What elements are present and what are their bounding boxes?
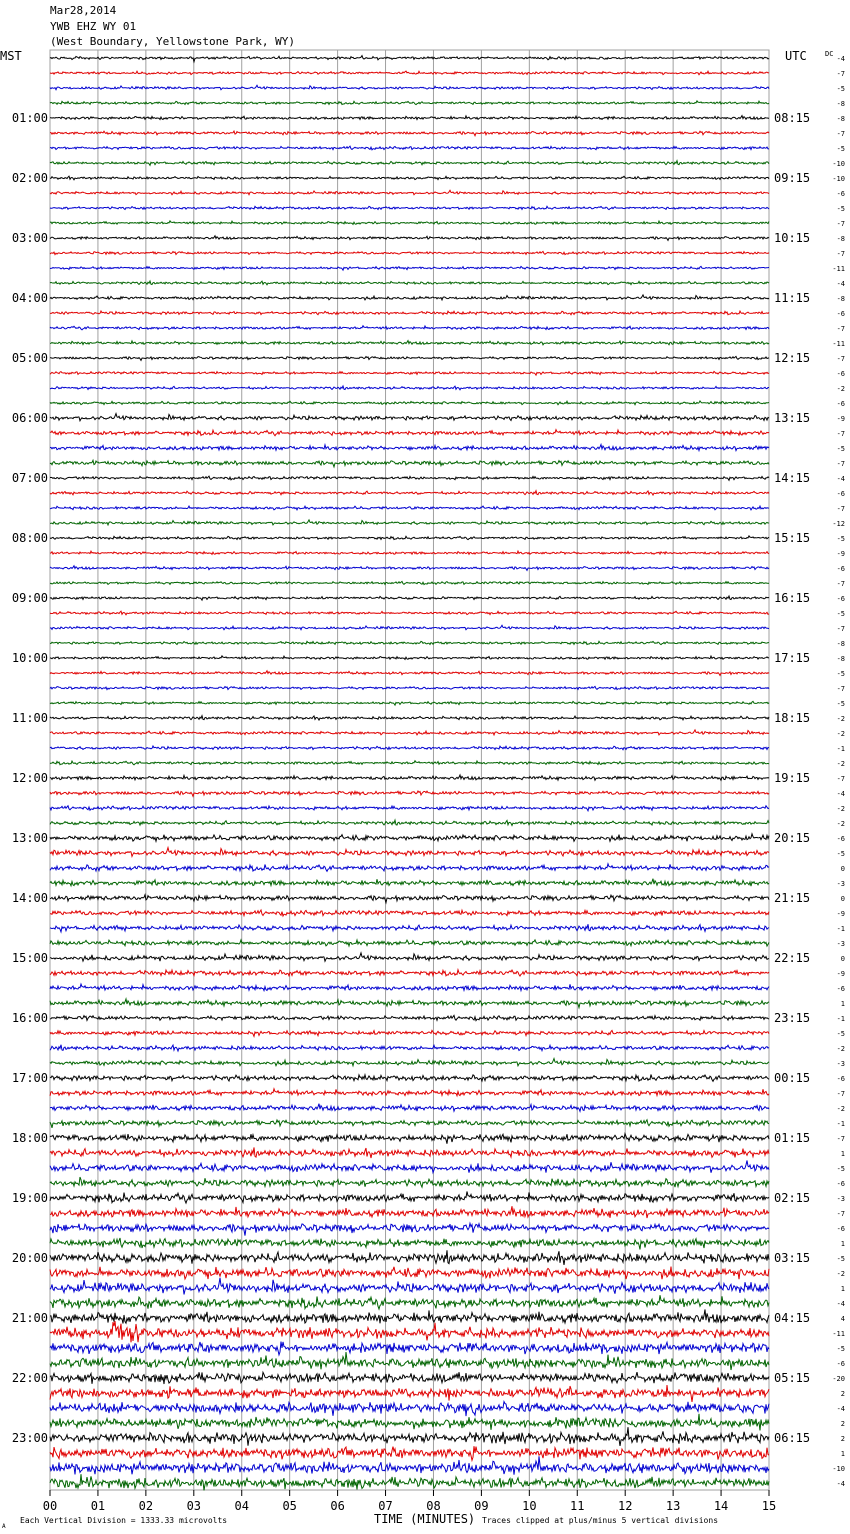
- dc-offset-label: -7: [836, 220, 845, 228]
- dc-offset-label: 1: [840, 1285, 845, 1293]
- x-tick-label: 12: [617, 1499, 633, 1513]
- dc-offset-label: -6: [836, 310, 845, 318]
- trace-line: [50, 1059, 769, 1066]
- trace-line: [50, 266, 769, 270]
- dc-offset-label: -7: [836, 1210, 845, 1218]
- trace-line: [50, 775, 769, 780]
- hour-label-left: 12:00: [11, 771, 48, 785]
- hour-label-right: 01:15: [774, 1131, 811, 1145]
- trace-line: [50, 1223, 769, 1235]
- hour-label-left: 05:00: [11, 351, 48, 365]
- trace-line: [50, 371, 769, 375]
- hour-label-right: 02:15: [774, 1191, 811, 1205]
- vertical-scale-note: Each Vertical Division = 1333.33 microvolts: [20, 1516, 228, 1525]
- trace-line: [50, 341, 769, 345]
- hour-label-left: 16:00: [11, 1011, 48, 1025]
- hour-label-left: 11:00: [11, 711, 48, 725]
- trace-line: [50, 895, 769, 903]
- trace-line: [50, 1045, 769, 1051]
- trace-line: [50, 236, 769, 241]
- trace-line: [50, 1278, 769, 1295]
- trace-line: [50, 1446, 769, 1460]
- trace-line: [50, 281, 769, 285]
- dc-offset-label: -5: [836, 85, 845, 93]
- trace-line: [50, 536, 769, 540]
- trace-line: [50, 716, 769, 720]
- dc-offset-label: -7: [836, 460, 845, 468]
- hour-label-right: 20:15: [774, 831, 811, 845]
- dc-offset-label: -6: [836, 565, 845, 573]
- hour-label-right: 06:15: [774, 1431, 811, 1445]
- dc-offset-label: -5: [836, 1165, 845, 1173]
- trace-line: [50, 1238, 769, 1250]
- dc-offset-label: 1: [840, 1150, 845, 1158]
- dc-offset-label: 4: [840, 1315, 845, 1323]
- hour-label-left: 10:00: [11, 651, 48, 665]
- dc-offset-label: -7: [836, 685, 845, 693]
- hour-label-left: 17:00: [11, 1071, 48, 1085]
- x-tick-label: 00: [42, 1499, 58, 1513]
- clip-note: Traces clipped at plus/minus 5 vertical divisions: [482, 1516, 719, 1525]
- dc-offset-label: 0: [840, 895, 845, 903]
- dc-offset-label: -1: [836, 745, 845, 753]
- dc-offset-label: 1: [840, 1000, 845, 1008]
- hour-label-left: 19:00: [11, 1191, 48, 1205]
- trace-line: [50, 984, 769, 991]
- hour-label-left: 20:00: [11, 1251, 48, 1265]
- seismic-traces: [50, 56, 769, 1491]
- dc-offset-label: -7: [836, 430, 845, 438]
- x-tick-label: 11: [570, 1499, 585, 1513]
- dc-offset-label: -6: [836, 400, 845, 408]
- dc-offset-label: -8: [836, 655, 845, 663]
- trace-line: [50, 1134, 769, 1144]
- trace-line: [50, 1414, 769, 1431]
- trace-line: [50, 1385, 769, 1402]
- x-tick-label: 01: [90, 1499, 106, 1513]
- trace-line: [50, 56, 769, 62]
- trace-line: [50, 1161, 769, 1173]
- corner-mark: A: [2, 1523, 6, 1530]
- trace-line: [50, 848, 769, 857]
- trace-line: [50, 386, 769, 390]
- x-tick-label: 14: [713, 1499, 729, 1513]
- dc-offset-label: -2: [836, 1105, 845, 1113]
- trace-line: [50, 116, 769, 120]
- trace-line: [50, 791, 769, 796]
- hour-label-left: 01:00: [11, 111, 48, 125]
- trace-line: [50, 1015, 769, 1020]
- x-axis-title: TIME (MINUTES): [374, 1512, 476, 1526]
- dc-offset-label: -2: [836, 760, 845, 768]
- x-tick-label: 13: [665, 1499, 681, 1513]
- trace-line: [50, 1474, 769, 1490]
- x-tick-label: 09: [474, 1499, 489, 1513]
- dc-offset-label: 0: [840, 955, 845, 963]
- dc-offset-label: 0: [840, 865, 845, 873]
- trace-line: [50, 1456, 769, 1474]
- trace-line: [50, 746, 769, 750]
- trace-line: [50, 1089, 769, 1096]
- x-tick-label: 06: [330, 1499, 345, 1513]
- helicorder-date: Mar28,2014: [50, 4, 117, 17]
- dc-offset-label: -6: [836, 1225, 845, 1233]
- trace-line: [50, 71, 769, 75]
- hour-label-right: 17:15: [774, 651, 811, 665]
- hour-label-left: 13:00: [11, 831, 48, 845]
- trace-line: [50, 476, 769, 480]
- trace-line: [50, 686, 769, 689]
- dc-offset-label: -7: [836, 355, 845, 363]
- hour-label-right: 04:15: [774, 1311, 811, 1325]
- hour-label-left: 22:00: [11, 1371, 48, 1385]
- dc-offset-label: 2: [840, 1435, 845, 1443]
- dc-offset-label: -4: [836, 1405, 845, 1413]
- dc-offset-label: -6: [836, 985, 845, 993]
- trace-line: [50, 1342, 769, 1355]
- hour-label-right: 13:15: [774, 411, 811, 425]
- hour-label-right: 15:15: [774, 531, 811, 545]
- trace-line: [50, 206, 769, 209]
- trace-line: [50, 625, 769, 629]
- trace-line: [50, 295, 769, 300]
- dc-offset-label: -5: [836, 1255, 845, 1263]
- dc-offset-label: -4: [836, 55, 845, 63]
- trace-line: [50, 1295, 769, 1309]
- x-tick-label: 03: [186, 1499, 202, 1513]
- dc-offset-label: -6: [836, 190, 845, 198]
- trace-line: [50, 430, 769, 436]
- dc-offset-label: -8: [836, 100, 845, 108]
- dc-offset-label: 1: [840, 1240, 845, 1248]
- hour-label-left: 08:00: [11, 531, 48, 545]
- trace-line: [50, 566, 769, 571]
- trace-line: [50, 251, 769, 254]
- trace-line: [50, 656, 769, 660]
- trace-line: [50, 131, 769, 136]
- trace-line: [50, 161, 769, 166]
- trace-line: [50, 940, 769, 946]
- dc-offset-label: -11: [832, 340, 845, 348]
- hour-label-left: 07:00: [11, 471, 48, 485]
- trace-line: [50, 1075, 769, 1082]
- x-tick-label: 10: [522, 1499, 537, 1513]
- hour-label-left: 02:00: [11, 171, 48, 185]
- dc-offset-label: -6: [836, 1360, 845, 1368]
- dc-offset-label: -4: [836, 1480, 845, 1488]
- dc-offset-label: 2: [840, 1390, 845, 1398]
- dc-offset-label: -7: [836, 505, 845, 513]
- trace-line: [50, 999, 769, 1008]
- dc-offset-label: -6: [836, 835, 845, 843]
- dc-offset-label: -11: [832, 1330, 845, 1338]
- hour-label-left: 18:00: [11, 1131, 48, 1145]
- hour-label-right: 16:15: [774, 591, 811, 605]
- trace-line: [50, 1402, 769, 1417]
- trace-line: [50, 671, 769, 676]
- dc-offset-label: -7: [836, 1090, 845, 1098]
- dc-offset-label: -2: [836, 385, 845, 393]
- dc-offset-label: -7: [836, 625, 845, 633]
- trace-line: [50, 445, 769, 451]
- left-timezone-label: MST: [0, 49, 22, 63]
- trace-line: [50, 806, 769, 811]
- dc-offset-label: -4: [836, 280, 845, 288]
- trace-line: [50, 460, 769, 467]
- trace-line: [50, 1321, 769, 1342]
- hour-label-left: 15:00: [11, 951, 48, 965]
- trace-line: [50, 820, 769, 825]
- trace-line: [50, 401, 769, 405]
- trace-line: [50, 520, 769, 525]
- dc-offset-label: -5: [836, 1345, 845, 1353]
- dc-offset-label: -7: [836, 775, 845, 783]
- dc-offset-label: -6: [836, 1075, 845, 1083]
- hour-label-right: 09:15: [774, 171, 811, 185]
- dc-offset-label: -4: [836, 475, 845, 483]
- trace-line: [50, 1177, 769, 1187]
- dc-offset-label: -8: [836, 235, 845, 243]
- trace-line: [50, 864, 769, 872]
- dc-offset-label: -9: [836, 910, 845, 918]
- hour-label-right: 14:15: [774, 471, 811, 485]
- station-location: (West Boundary, Yellowstone Park, WY): [50, 35, 296, 48]
- trace-line: [50, 953, 769, 961]
- hour-label-right: 22:15: [774, 951, 811, 965]
- dc-offset-label: -5: [836, 700, 845, 708]
- x-tick-label: 07: [378, 1499, 393, 1513]
- hour-label-right: 03:15: [774, 1251, 811, 1265]
- hour-label-left: 14:00: [11, 891, 48, 905]
- dc-offset-label: -5: [836, 145, 845, 153]
- dc-offset-label: -7: [836, 1135, 845, 1143]
- dc-offset-label: -11: [832, 265, 845, 273]
- dc-offset-label: -6: [836, 370, 845, 378]
- dc-offset-label: -10: [832, 1465, 845, 1473]
- hour-label-right: 10:15: [774, 231, 811, 245]
- trace-line: [50, 1120, 769, 1128]
- hour-label-left: 04:00: [11, 291, 48, 305]
- dc-offset-label: -6: [836, 490, 845, 498]
- station-code: YWB EHZ WY 01: [50, 20, 137, 33]
- dc-offset-label: -3: [836, 1060, 845, 1068]
- trace-line: [50, 1206, 769, 1218]
- hour-label-left: 03:00: [11, 231, 48, 245]
- dc-offset-label: 2: [840, 1420, 845, 1428]
- dc-offset-label: -20: [832, 1375, 845, 1383]
- dc-offset-label: -7: [836, 325, 845, 333]
- trace-line: [50, 414, 769, 421]
- hour-label-right: 18:15: [774, 711, 811, 725]
- trace-line: [50, 1030, 769, 1036]
- dc-offset-label: -2: [836, 730, 845, 738]
- trace-line: [50, 581, 769, 584]
- trace-line: [50, 596, 769, 600]
- dc-offset-label: -3: [836, 880, 845, 888]
- hour-label-right: 21:15: [774, 891, 811, 905]
- trace-line: [50, 761, 769, 765]
- dc-offset-label: 1: [840, 1450, 845, 1458]
- trace-line: [50, 1147, 769, 1158]
- dc-offset-label: -2: [836, 1270, 845, 1278]
- hour-label-right: 00:15: [774, 1071, 811, 1085]
- dc-offset-label: -8: [836, 640, 845, 648]
- dc-offset-label: -1: [836, 1015, 845, 1023]
- trace-line: [50, 1267, 769, 1280]
- dc-offset-header: DC: [825, 50, 834, 58]
- trace-line: [50, 190, 769, 194]
- dc-offset-label: -7: [836, 580, 845, 588]
- time-gridlines: [50, 50, 769, 1496]
- hour-label-right: 23:15: [774, 1011, 811, 1025]
- dc-offset-label: -9: [836, 415, 845, 423]
- hour-label-right: 08:15: [774, 111, 811, 125]
- hour-label-right: 05:15: [774, 1371, 811, 1385]
- dc-offset-label: -1: [836, 925, 845, 933]
- dc-offset-label: -2: [836, 805, 845, 813]
- right-timezone-label: UTC: [785, 49, 807, 63]
- dc-offset-label: -5: [836, 445, 845, 453]
- trace-line: [50, 970, 769, 976]
- dc-offset-label: -6: [836, 595, 845, 603]
- dc-offset-label: -9: [836, 970, 845, 978]
- trace-line: [50, 356, 769, 360]
- dc-offset-label: -8: [836, 115, 845, 123]
- trace-line: [50, 910, 769, 916]
- dc-offset-label: -5: [836, 610, 845, 618]
- trace-line: [50, 879, 769, 886]
- trace-line: [50, 146, 769, 150]
- hour-label-right: 19:15: [774, 771, 811, 785]
- trace-line: [50, 1372, 769, 1384]
- x-tick-label: 15: [761, 1499, 777, 1513]
- x-tick-label: 04: [234, 1499, 249, 1513]
- dc-offset-label: -2: [836, 820, 845, 828]
- trace-line: [50, 641, 769, 644]
- axis-labels: [12, 55, 845, 1513]
- dc-offset-label: -5: [836, 535, 845, 543]
- trace-line: [50, 326, 769, 330]
- trace-line: [50, 491, 769, 495]
- dc-offset-label: -7: [836, 250, 845, 258]
- dc-offset-label: -5: [836, 670, 845, 678]
- hour-label-left: 09:00: [11, 591, 48, 605]
- dc-offset-label: -4: [836, 1300, 845, 1308]
- x-tick-label: 08: [426, 1499, 441, 1513]
- dc-offset-label: -5: [836, 1030, 845, 1038]
- trace-line: [50, 1352, 769, 1370]
- dc-offset-label: -12: [832, 520, 845, 528]
- dc-offset-label: -2: [836, 715, 845, 723]
- hour-label-right: 11:15: [774, 291, 811, 305]
- hour-label-left: 06:00: [11, 411, 48, 425]
- dc-offset-label: -1: [836, 1120, 845, 1128]
- dc-offset-label: -9: [836, 550, 845, 558]
- trace-line: [50, 834, 769, 842]
- trace-line: [50, 85, 769, 89]
- dc-offset-label: -7: [836, 130, 845, 138]
- trace-line: [50, 101, 769, 105]
- dc-offset-label: -3: [836, 940, 845, 948]
- dc-offset-label: -6: [836, 1180, 845, 1188]
- trace-line: [50, 311, 769, 315]
- trace-line: [50, 176, 769, 180]
- trace-line: [50, 1192, 769, 1204]
- dc-offset-label: -10: [832, 160, 845, 168]
- trace-line: [50, 924, 769, 932]
- trace-line: [50, 1250, 769, 1265]
- trace-line: [50, 701, 769, 705]
- dc-offset-label: -5: [836, 205, 845, 213]
- dc-offset-label: -7: [836, 70, 845, 78]
- trace-line: [50, 1104, 769, 1112]
- x-tick-label: 02: [138, 1499, 154, 1513]
- hour-label-right: 12:15: [774, 351, 811, 365]
- trace-line: [50, 506, 769, 510]
- trace-line: [50, 1427, 769, 1446]
- trace-line: [50, 611, 769, 615]
- trace-line: [50, 730, 769, 735]
- dc-offset-label: -3: [836, 1195, 845, 1203]
- x-tick-label: 05: [282, 1499, 297, 1513]
- trace-line: [50, 551, 769, 554]
- dc-offset-label: -10: [832, 175, 845, 183]
- dc-offset-label: -2: [836, 1045, 845, 1053]
- dc-offset-label: -4: [836, 790, 845, 798]
- hour-label-left: 21:00: [11, 1311, 48, 1325]
- dc-offset-label: -8: [836, 295, 845, 303]
- trace-line: [50, 1309, 769, 1323]
- hour-label-left: 23:00: [11, 1431, 48, 1445]
- trace-line: [50, 221, 769, 225]
- dc-offset-label: -5: [836, 850, 845, 858]
